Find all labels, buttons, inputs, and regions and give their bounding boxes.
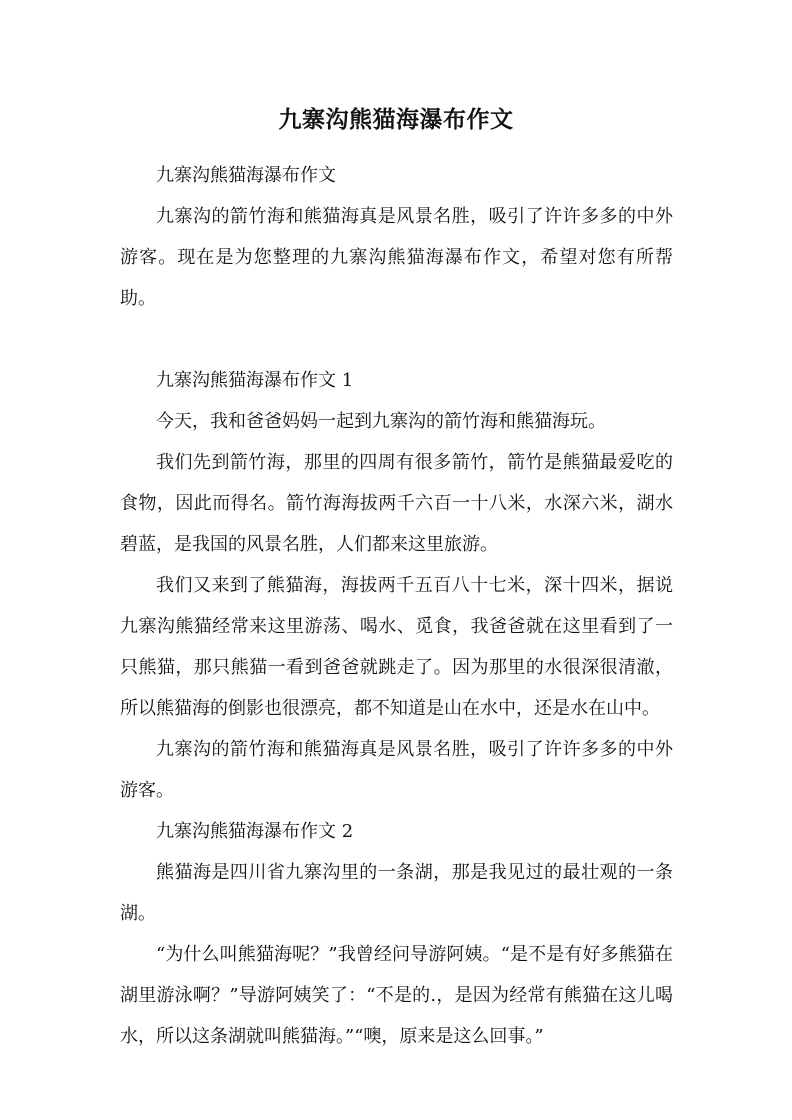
essay-2-paragraph-1: 熊猫海是四川省九寨沟里的一条湖，那是我见过的最壮观的一条湖。 [120,862,673,924]
essay-1-paragraph-1: 今天，我和爸爸妈妈一起到九寨沟的箭竹海和熊猫海玩。 [156,411,606,432]
essay-1-paragraph-2: 我们先到箭竹海，那里的四周有很多箭竹，箭竹是熊猫最爱吃的食物，因此而得名。箭竹海海拔两千六百一十八米，水深六米，湖水碧蓝，是我国的风景名胜，人们都来这里旅游。 [120,452,673,555]
essay-2-paragraph-2: “为什么叫熊猫海呢？”我曾经问导游阿姨。“是不是有好多熊猫在湖里游泳啊？”导游阿姨笑了：“不是的.，是因为经常有熊猫在这儿喝水，所以这条湖就叫熊猫海。”“噢，原来是这么回事。” [120,944,673,1047]
document-body [120,155,673,1057]
essay-1-paragraph-4: 九寨沟的箭竹海和熊猫海真是风景名胜，吸引了许许多多的中外游客。 [120,739,673,801]
essay-2-heading: 九寨沟熊猫海瀑布作文 2 [156,821,354,842]
essay-1-heading: 九寨沟熊猫海瀑布作文 1 [156,370,354,391]
subtitle-paragraph: 九寨沟熊猫海瀑布作文 [156,165,336,186]
essay-1-paragraph-3: 我们又来到了熊猫海，海拔两千五百八十七米，深十四米，据说九寨沟熊猫经常来这里游荡、喝水、觅食，我爸爸就在这里看到了一只熊猫，那只熊猫一看到爸爸就跳走了。因为那里的水很深很清澈，所以熊猫海的倒影也很漂亮，都不知道是山在水中，还是水在山中。 [120,575,673,719]
blank-line [120,319,673,360]
document-title: 九寨沟熊猫海瀑布作文 [278,107,514,133]
intro-paragraph: 九寨沟的箭竹海和熊猫海真是风景名胜，吸引了许许多多的中外游客。现在是为您整理的九寨沟熊猫海瀑布作文，希望对您有所帮助。 [120,206,673,309]
